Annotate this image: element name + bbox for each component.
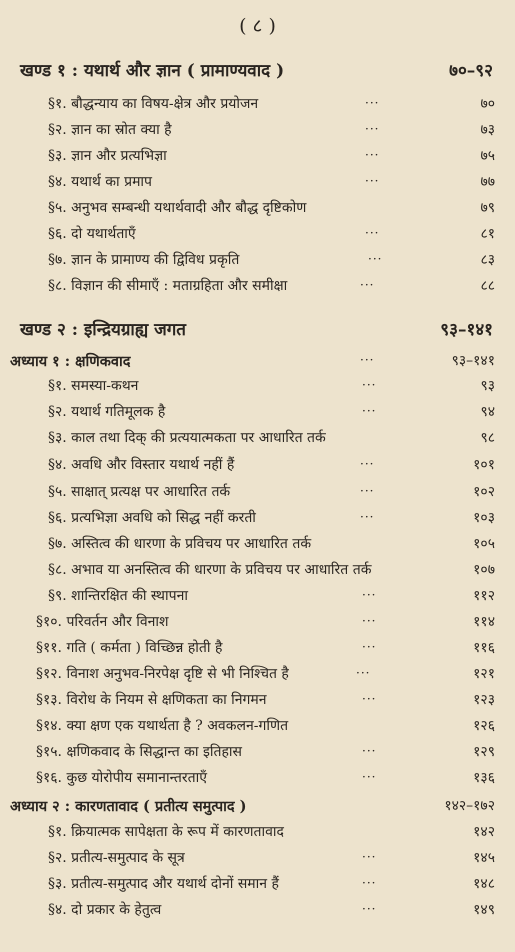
leader-dots: ··· [365,226,380,240]
toc-entry [0,453,515,478]
page-ref: १०३ [473,510,495,526]
entry-title: §१. समस्या-कथन [48,378,139,394]
page-ref: १४५ [473,850,495,866]
entry-title: §९. शान्तिरक्षित की स्थापना [48,588,188,604]
entry-title: §८. अभाव या अनस्तित्व की धारणा के प्रविचय पर आधारित तर्क [48,562,372,578]
toc-entry [0,898,515,923]
page-ref: ७५ [480,148,495,164]
leader-dots: ··· [362,876,377,890]
entry-title: §५. अनुभव सम्बन्धी यथार्थवादी और बौद्ध दृष्टिकोण [48,200,307,216]
leader-dots: ··· [360,353,375,367]
toc-entry [0,558,515,583]
leader-dots: ··· [362,404,377,418]
leader-dots: ··· [360,484,375,498]
leader-dots: ··· [362,378,377,392]
leader-dots: ··· [365,174,380,188]
entry-title: §६. प्रत्यभिज्ञा अवधि को सिद्ध नहीं करती [48,510,256,526]
toc-entry [0,662,515,687]
entry-title: §७. अस्तित्व की धारणा के प्रविचय पर आधारित तर्क [48,536,312,552]
entry-title: §२. ज्ञान का स्रोत क्या है [48,122,172,138]
part-heading [0,315,515,345]
toc-entry [0,274,515,299]
toc-entry [0,766,515,791]
leader-dots: ··· [365,148,380,162]
page-ref: ७०–९२ [449,61,493,81]
chapter-heading [0,794,515,819]
leader-dots: ··· [360,278,375,292]
page-ref: ९४ [480,404,495,420]
page-ref: १४२ [473,824,495,840]
entry-title: §२. प्रतीत्य-समुत्पाद के सूत्र [48,850,185,866]
page-ref: ११२ [473,588,495,604]
entry-title: §७. ज्ञान के प्रामाण्य की द्विविध प्रकृति [48,252,240,268]
page-ref: १०२ [473,484,495,500]
page-ref: ९८ [480,430,495,446]
entry-title: §४. यथार्थ का प्रमाप [48,174,153,190]
toc-entry [0,714,515,739]
leader-dots: ··· [362,744,377,758]
entry-title: अध्याय १ : क्षणिकवाद [10,353,131,370]
page-ref: १२३ [473,692,495,708]
page-ref: १४८ [473,876,495,892]
toc-entry [0,222,515,247]
toc-entry [0,170,515,195]
page-ref: १२६ [473,718,495,734]
entry-title: खण्ड २ : इन्द्रियग्राह्य जगत [20,320,186,340]
page-ref: ११४ [473,614,495,630]
page-ref: १२१ [473,666,495,682]
toc-entry [0,636,515,661]
leader-dots: ··· [365,96,380,110]
toc-entry [0,610,515,635]
leader-dots: ··· [362,588,377,602]
page-number: ( ८ ) [239,15,276,37]
entry-title: §३. काल तथा दिक् की प्रत्ययात्मकता पर आधारित तर्क [48,430,326,446]
entry-title: अध्याय २ : कारणतावाद ( प्रतीत्य समुत्पाद ) [10,798,247,815]
entry-title: §४. दो प्रकार के हेतुत्व [48,902,162,918]
page-ref: १०१ [473,457,495,473]
page-ref: १३६ [473,770,495,786]
toc-entry [0,688,515,713]
page-ref: १२९ [473,744,495,760]
leader-dots: ··· [362,640,377,654]
leader-dots: ··· [362,770,377,784]
entry-title: §४. अवधि और विस्तार यथार्थ नहीं हैं [48,457,235,473]
page-ref: ७९ [480,200,495,216]
chapter-heading [0,349,515,374]
toc-entry [0,532,515,557]
part-heading [0,56,515,86]
toc-entry [0,248,515,273]
entry-title: §६. दो यथार्थताएँ [48,226,136,242]
toc-entry [0,426,515,451]
leader-dots: ··· [368,252,383,266]
entry-title: §८. विज्ञान की सीमाएँ : मताग्रहिता और समीक्षा [48,278,288,294]
entry-title: §१०. परिवर्तन और विनाश [36,614,169,630]
entry-title: §१२. विनाश अनुभव-निरपेक्ष दृष्टि से भी निश्चित है [36,666,289,682]
entry-title: §१. क्रियात्मक सापेक्षता के रूप में कारणतावाद [48,824,284,840]
entry-title: §१३. विरोध के नियम से क्षणिकता का निगमन [36,692,267,708]
page-ref: १०५ [473,536,495,552]
entry-title: §१६. कुछ योरोपीय समानान्तरताएँ [36,770,207,786]
page-ref: ८१ [480,226,495,242]
page-ref: ९३–१४१ [440,320,493,340]
entry-title: §५. साक्षात् प्रत्यक्ष पर आधारित तर्क [48,484,231,500]
toc-entry [0,740,515,765]
leader-dots: ··· [356,666,371,680]
page-ref: १०७ [473,562,495,578]
entry-title: §११. गति ( कर्मता ) विच्छिन्न होती है [36,640,223,656]
toc-entry [0,374,515,399]
toc-entry [0,872,515,897]
leader-dots: ··· [365,122,380,136]
leader-dots: ··· [362,850,377,864]
page-ref: १४९ [473,902,495,918]
toc-entry [0,480,515,505]
leader-dots: ··· [362,614,377,628]
leader-dots: ··· [362,902,377,916]
leader-dots: ··· [360,457,375,471]
page-ref: ९३ [480,378,495,394]
toc-entry [0,92,515,117]
page-ref: ७० [480,96,495,112]
toc-entry [0,846,515,871]
entry-title: §१४. क्या क्षण एक यथार्थता है ? अवकलन-गणित [36,718,289,734]
entry-title: खण्ड १ : यथार्थ और ज्ञान ( प्रामाण्यवाद ) [20,61,285,81]
page-ref: ८३ [480,252,495,268]
page-ref: ९३–१४१ [451,353,495,369]
toc-entry [0,584,515,609]
page-ref: ७३ [480,122,495,138]
page-ref: १४२–१७२ [444,798,495,814]
entry-title: §३. ज्ञान और प्रत्यभिज्ञा [48,148,167,164]
leader-dots: ··· [360,510,375,524]
toc-entry [0,118,515,143]
toc-entry [0,820,515,845]
entry-title: §३. प्रतीत्य-समुत्पाद और यथार्थ दोनों समान हैं [48,876,279,892]
page-ref: ७७ [480,174,495,190]
entry-title: §१. बौद्धन्याय का विषय-क्षेत्र और प्रयोजन [48,96,259,112]
page-ref: ११६ [473,640,495,656]
toc-entry [0,400,515,425]
entry-title: §२. यथार्थ गतिमूलक है [48,404,166,420]
toc-entry [0,506,515,531]
entry-title: §१५. क्षणिकवाद के सिद्धान्त का इतिहास [36,744,242,760]
page-ref: ८८ [480,278,495,294]
toc-entry [0,196,515,221]
leader-dots: ··· [362,692,377,706]
toc-entry [0,144,515,169]
